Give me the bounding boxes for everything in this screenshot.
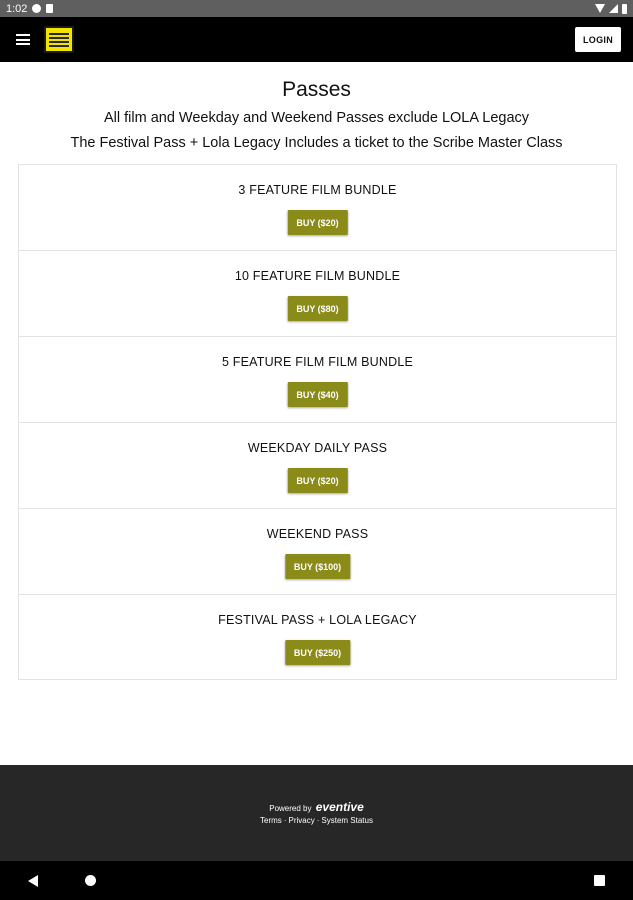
status-bar: [0, 0, 633, 17]
status-time: 1:02: [6, 2, 28, 15]
top-navigation-bar: [0, 17, 633, 62]
menu-icon[interactable]: [16, 34, 30, 45]
powered-by-label: Powered by: [269, 804, 312, 813]
pass-item: [19, 337, 616, 423]
android-navigation-bar: [0, 861, 633, 900]
pass-title: WEEKEND PASS: [266, 527, 369, 541]
wifi-icon: [595, 4, 605, 13]
back-icon[interactable]: [28, 875, 38, 887]
home-icon[interactable]: [85, 875, 96, 886]
footer: [0, 765, 633, 861]
pass-title: 10 FEATURE FILM BUNDLE: [234, 269, 401, 283]
system-status-link[interactable]: System Status: [321, 816, 373, 825]
page-title: Passes: [282, 78, 351, 101]
pass-item: [19, 423, 616, 509]
pass-item: [19, 595, 616, 681]
pass-title: WEEKDAY DAILY PASS: [247, 441, 388, 455]
festival-logo[interactable]: [44, 26, 74, 53]
page-subtitle-2: The Festival Pass + Lola Legacy Includes a ticket to the Scribe Master Class: [70, 135, 563, 151]
privacy-link[interactable]: Privacy: [288, 816, 315, 825]
buy-button[interactable]: BUY ($20): [287, 468, 347, 493]
footer-links: [0, 816, 633, 825]
login-button[interactable]: LOGIN: [575, 27, 621, 52]
notification-icon: [32, 4, 41, 13]
pass-title: FESTIVAL PASS + LOLA LEGACY: [218, 613, 417, 627]
battery-icon: [622, 4, 627, 14]
buy-button[interactable]: BUY ($20): [287, 210, 347, 235]
pass-title: 5 FEATURE FILM FILM BUNDLE: [221, 355, 414, 369]
eventive-brand-link[interactable]: eventive: [315, 800, 364, 814]
recents-icon[interactable]: [594, 875, 605, 886]
buy-button[interactable]: BUY ($80): [287, 296, 347, 321]
buy-button[interactable]: BUY ($250): [285, 640, 350, 665]
sd-card-icon: [46, 4, 53, 13]
pass-item: [19, 509, 616, 595]
passes-list: [18, 164, 617, 680]
pass-item: [19, 251, 616, 337]
footer-separator: ·: [283, 816, 287, 825]
buy-button[interactable]: BUY ($100): [285, 554, 350, 579]
powered-by: [0, 800, 633, 814]
buy-button[interactable]: BUY ($40): [287, 382, 347, 407]
footer-separator: ·: [316, 816, 320, 825]
signal-icon: [609, 4, 618, 13]
pass-item: [19, 165, 616, 251]
terms-link[interactable]: Terms: [260, 816, 282, 825]
pass-title: 3 FEATURE FILM BUNDLE: [238, 183, 397, 197]
page-subtitle-1: All film and Weekday and Weekend Passes exclude LOLA Legacy: [103, 110, 530, 126]
